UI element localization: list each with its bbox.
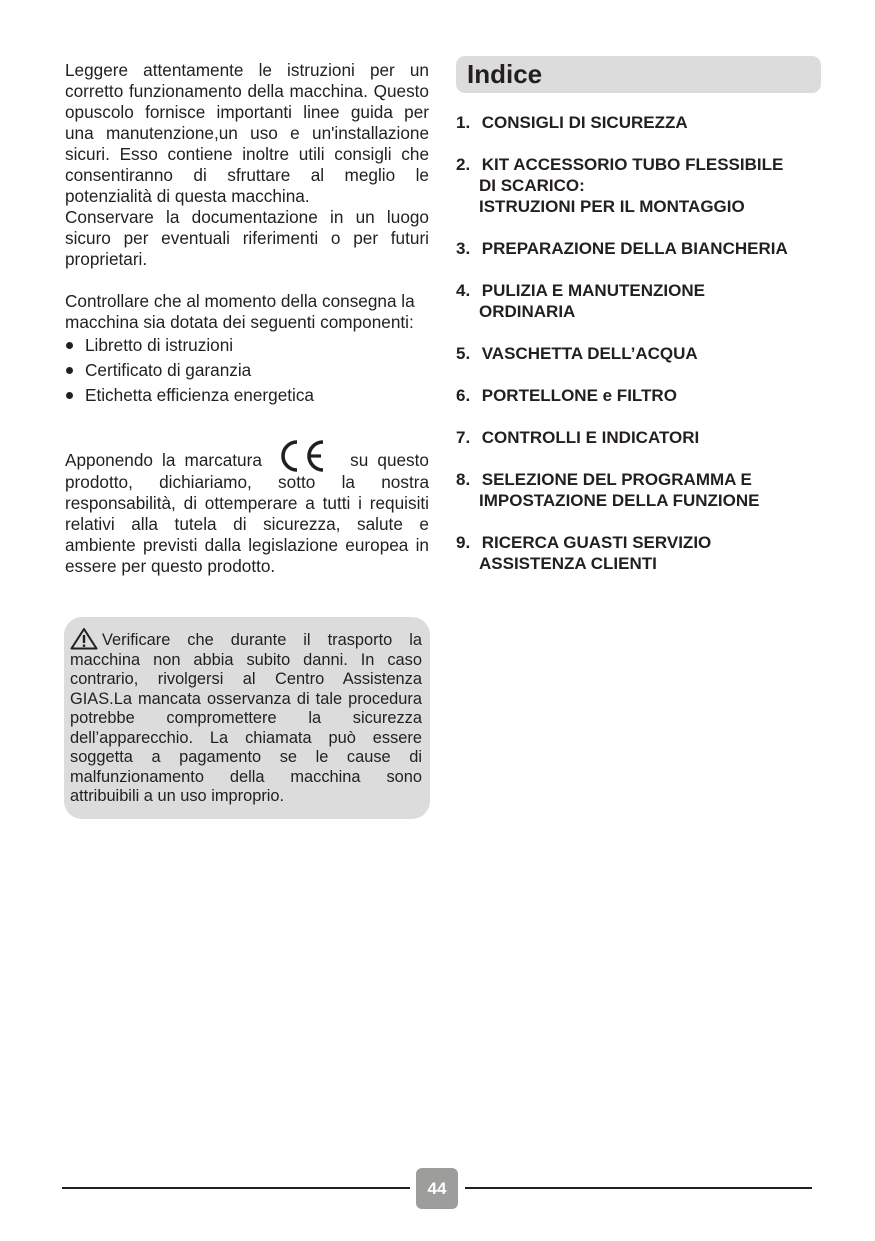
warning-text: Verificare che durante il trasporto la macchina non abbia subito danni. In caso contrario, rivolgersi al Centro Assistenza GIAS.La mancata osservanza di tale procedura potrebbe compromettere la sicurezza dell’apparecchio. La chiamata può essere soggetta a pagamento se le cause di malfunzionamento della macchina sono attribuibili a un uso improprio. [70,627,422,807]
components-list [65,333,429,408]
toc-item-8[interactable]: 8. SELEZIONE DEL PROGRAMMA E IMPOSTAZIONE DELLA FUNZIONE [456,470,760,510]
footer-rule-right [465,1187,812,1189]
ce-paragraph: Apponendo la marcatura su questo prodotto, dichiariamo, sotto la nostra responsabilità, di ottemperare a tutti i requisiti relativi alla tutela di sicurezza, salute e ambiente previsti dalla legislazione europea in essere per questo prodotto. [65,440,429,577]
toc-item-9[interactable]: 9. RICERCA GUASTI SERVIZIO ASSISTENZA CLIENTI [456,533,712,573]
toc-item-2[interactable]: 2. KIT ACCESSORIO TUBO FLESSIBILE DI SCARICO: ISTRUZIONI PER IL MONTAGGIO [456,155,784,216]
toc-item-7[interactable]: 7. CONTROLLI E INDICATORI [456,428,700,447]
table-of-contents [456,112,821,574]
toc-item-1[interactable]: 1. CONSIGLI DI SICUREZZA [456,113,688,132]
index-column [456,56,821,595]
bullet-icon [66,367,73,374]
warning-box [64,617,430,819]
page-number: 44 [416,1168,458,1209]
toc-item-6[interactable]: 6. PORTELLONE e FILTRO [456,386,677,405]
list-item: Etichetta efficienza energetica [65,383,429,408]
toc-item-5[interactable]: 5. VASCHETTA DELL’ACQUA [456,344,698,363]
delivery-paragraph: Controllare che al momento della consegna la macchina sia dotata dei seguenti componenti: [65,291,415,332]
intro-paragraph: Leggere attentamente le istruzioni per un corretto funzionamento della macchina. Questo opuscolo fornisce importanti linee guida per una manutenzione,un uso e un'installazione sicuri. Esso contiene inoltre utili consigli che consentiranno di sfruttare al meglio le potenzialità di questa macchina. [65,60,429,206]
keep-docs-paragraph: Conservare la documentazione in un luogo sicuro per eventuali riferimenti o per futuri proprietari. [65,207,429,269]
bullet-icon [66,392,73,399]
toc-item-4[interactable]: 4. PULIZIA E MANUTENZIONE ORDINARIA [456,281,705,321]
list-item: Libretto di istruzioni [65,333,429,358]
warning-icon [70,627,98,650]
index-header [456,56,821,93]
left-column [65,60,429,819]
toc-item-3[interactable]: 3. PREPARAZIONE DELLA BIANCHERIA [456,239,788,258]
ce-mark-icon [277,440,327,472]
footer-rule-left [62,1187,410,1189]
list-item: Certificato di garanzia [65,358,429,383]
bullet-icon [66,342,73,349]
index-title: Indice [467,59,543,89]
